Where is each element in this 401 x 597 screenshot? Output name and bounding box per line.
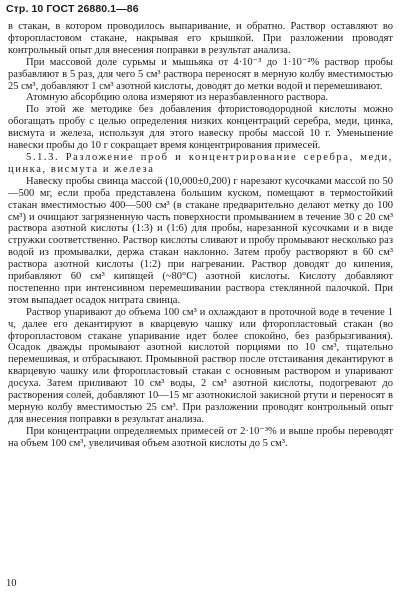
page-number: 10 (6, 578, 17, 589)
paragraph-enrichment: По этой же методике без добавления фтористоводородной кислоты можно обогащать пробу с целью определения низких концентраций серебра, меди, цинка, висмута и железа, используя для этого навеску пробы массой 10 г. Уменьшение навески пробы до 10 г сокращает время концентрирования примесей. (8, 104, 393, 152)
section-heading-5-1-3: 5.1.3. Разложение проб и концентрирование серебра, меди, цинка, висмута и железа (8, 151, 393, 175)
body-text (8, 21, 393, 450)
paragraph-sample-prep: Навеску пробы свинца массой (10,000±0,200) г нарезают кусочками массой по 50—500 мг, если проба представлена большим куском, помещают в термостойкий стакан вместимостью 400—500 см³ (в стакане предварительно делают метку до 100 см³) и очищают загрязненную часть поверхности промыванием в течение 30 с 20 см³ раствора азотной кислоты (1:3) и (1:6) для пробы, нарезанной кусочками и в виде стружки соответственно. Раствор кислоты сливают и пробу промывают несколько раз водой из промывалки, держа стакан наклонно. Затем пробу растворяют в 60 см³ раствора азотной кислоты (1:2) при нагревании. Раствор доводят до кипения, прибавляют 60 см³ кипящей (~80°С) азотной кислоты. Кислоту добавляют постепенно при интенсивном перемешивании раствора стеклянной палочкой. При этом выпадает осадок нитрата свинца. (8, 175, 393, 306)
paragraph-tin-absorption: Атомную абсорбцию олова измеряют из неразбавленного раствора. (26, 92, 329, 104)
paragraph-evaporation: Раствор упаривают до объема 100 см³ и охлаждают в проточной воде в течение 1 ч, далее его декантируют в кварцевую чашку или фторопластовый стакан (во фторопластовом стакане упаривание идет более спокойно, без разбрызгивания). Осадок дважды промывают азотной кислотой порциями по 10 см³, тщательно перемешивая, и отбрасывают. Промывной раствор после отстаивания декантируют в кварцевую чашку или фторопластовый стакан с основным раствором и упаривают досуха. Затем приливают 10 см³ воды, 2 см³ азотной кислоты, подогревают до растворения солей, добавляют 10—15 мг азотнокислой закисной ртути и переносят в мерную колбу вместимостью 25 см³. При разложении проводят контрольный опыт для внесения поправки в результат анализа. (8, 306, 393, 425)
paragraph-continuation: в стакан, в котором проводилось выпаривание, и обратно. Раствор оставляют во фторопластовом стакане, накрывая его крышкой. При разложении проводят контрольный опыт для внесения поправки в результат анализа. (8, 21, 393, 56)
paragraph-dilution: При массовой доле сурьмы и мышьяка от 4·10⁻³ до 1·10⁻²% раствор пробы разбавляют в 5 раз, для чего 5 см³ раствора переносят в мерную колбу вместимостью 25 см³, добавляют 1 см³ азотной кислоты, доводят до метки водой и перемешивают. (8, 56, 393, 92)
paragraph-high-concentration: При концентрации определяемых примесей от 2·10⁻³% и выше пробы переводят на объем 100 см³, увеличивая объем азотной кислоты до 5 см³. (8, 425, 393, 449)
page-header: Стр. 10 ГОСТ 26880.1—86 (6, 3, 139, 15)
